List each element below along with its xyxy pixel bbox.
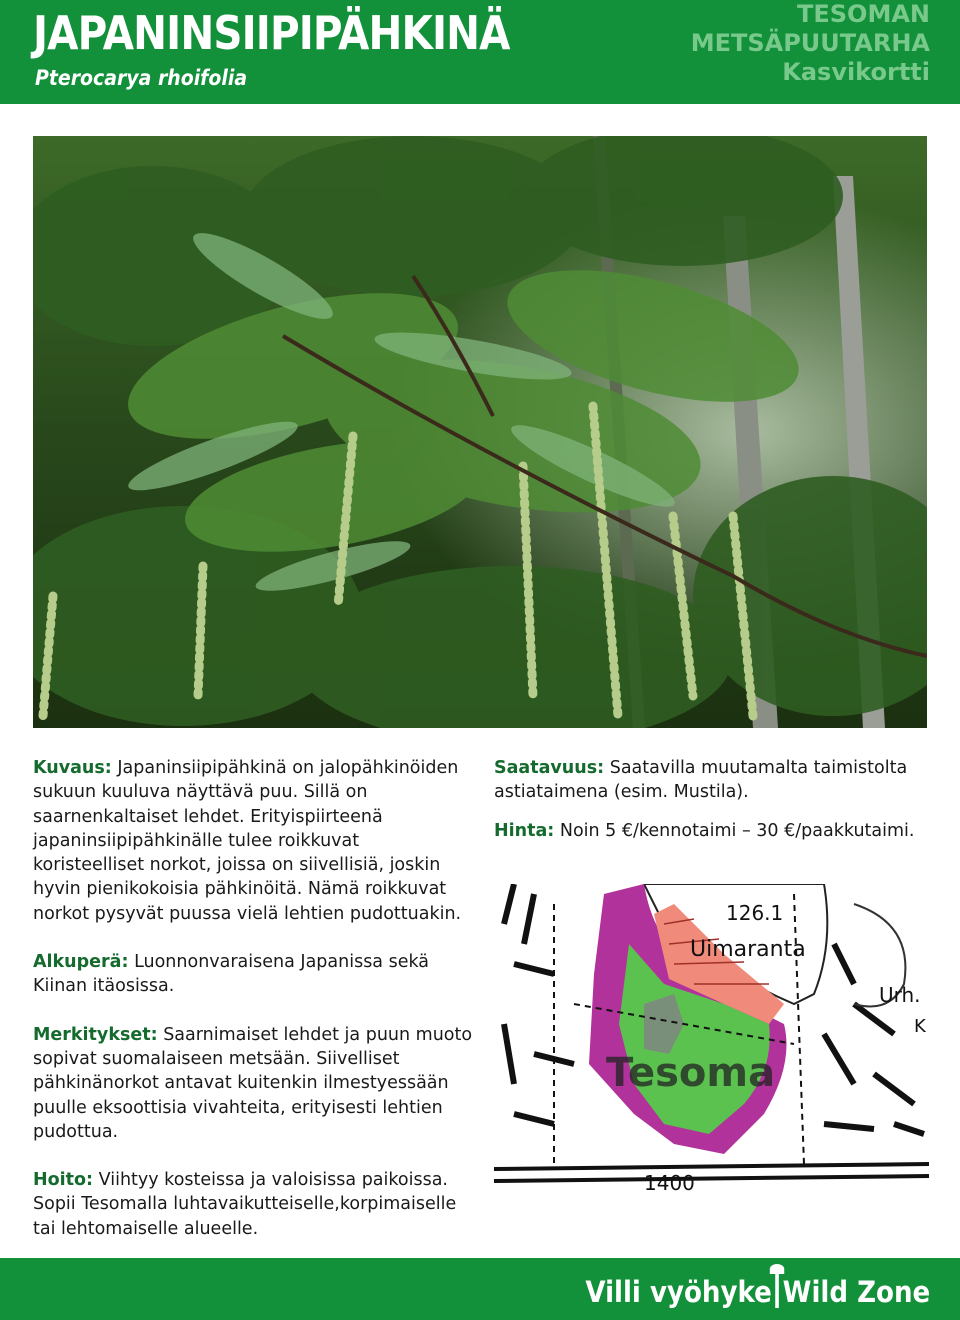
org-name-line2: METSÄPUUTARHA [690, 29, 930, 57]
availability-text: Saatavilla muutamalta taimistolta astiataimena (esim. Mustila). [494, 758, 908, 803]
care-text: Viihtyy kosteissa ja valoisissa paikoissa. Sopii Tesomalla luhtavaikutteiselle,korpimaiselle tai lehtomaiselle alueelle. [33, 1170, 457, 1239]
significance-label: Merkitykset: [33, 1024, 158, 1045]
brand-right-text: Wild Zone [782, 1275, 930, 1309]
organization-block [691, 0, 930, 87]
location-map [494, 884, 929, 1191]
origin-label: Alkuperä: [33, 952, 129, 973]
latin-name: Pterocarya rhoifolia [35, 66, 248, 90]
significance-text: Saarnimaiset lehdet ja puun muoto sopivat suomalaiseen metsään. Siivelliset pähkinänorkot antavat kuitenkin ilmestyessään puulle eksoottisia vivahteita, erityisesti lehtien pudottua. [33, 1024, 473, 1142]
map-label-road: 1400 [644, 1171, 695, 1191]
brand-left-text: Villi vyöhyke [585, 1275, 772, 1309]
map-label-beach: Uimaranta [690, 937, 806, 962]
care-label: Hoito: [33, 1170, 94, 1191]
right-column [494, 756, 934, 867]
tree-mark-icon [775, 1274, 779, 1308]
card-type: Kasvikortti [782, 58, 930, 86]
map-label-area: Tesoma [606, 1050, 776, 1096]
significance-paragraph [33, 1023, 473, 1144]
price-text: Noin 5 €/kennotaimi – 30 €/paakkutaimi. [559, 820, 915, 841]
price-label: Hinta: [494, 820, 555, 841]
description-paragraph [33, 756, 473, 926]
left-column [33, 756, 473, 1265]
org-name-line1: TESOMAN [797, 0, 930, 28]
description-text: Japaninsiipipähkinä on jalopähkinöiden sukuun kuuluva näyttävä puu. Sillä on saarnenkaltaiset lehdet. Erityispiirteenä japaninsiipipähkinälle tulee roikkuvat koristeelliset norkot, joissa on siivellisiä, joskin hyvin pienikokoisia pähkinöitä. Nämä roikkuvat norkot pysyvät puussa vielä lehtien pudottuakin. [33, 758, 462, 924]
care-paragraph [33, 1168, 473, 1241]
tree-photo [33, 136, 927, 728]
page-title: JAPANINSIIPIPÄHKINÄ [33, 6, 510, 60]
header-banner [0, 0, 960, 104]
availability-label: Saatavuus: [494, 758, 605, 778]
brand-logo [585, 1274, 930, 1309]
origin-text: Luonnonvaraisena Japanissa sekä Kiinan itäosissa. [33, 952, 430, 997]
availability-paragraph [494, 756, 934, 805]
origin-paragraph [33, 950, 473, 999]
footer-banner [0, 1258, 960, 1320]
map-label-sports: Urh. [879, 983, 921, 1007]
price-paragraph [494, 819, 934, 843]
map-label-k: K [914, 1016, 926, 1037]
map-label-height: 126.1 [726, 901, 784, 925]
description-label: Kuvaus: [33, 758, 112, 778]
tree-photo-graphic [33, 136, 927, 728]
location-map-graphic [494, 884, 929, 1191]
